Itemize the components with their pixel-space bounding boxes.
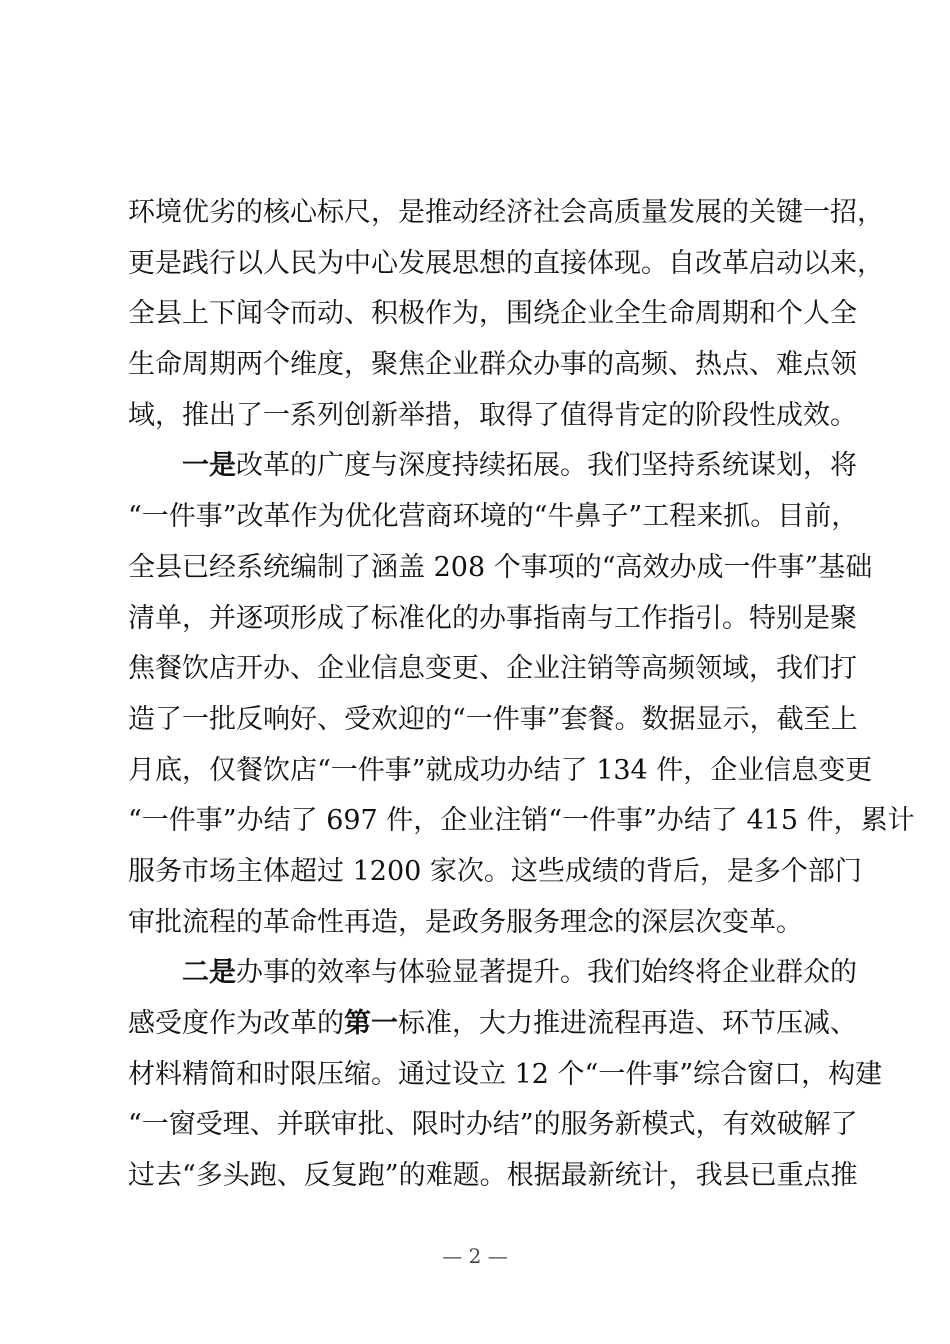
bold-lead: 二是 [182, 957, 236, 989]
text-line: “一件事”改革作为优化营商环境的“牛鼻子”工程来抓。目前， [128, 501, 859, 533]
text-line: 过去“多头跑、反复跑”的难题。根据最新统计，我县已重点推 [128, 1160, 858, 1192]
text-line: 审批流程的革命性再造，是政务服务理念的深层次变革。 [128, 906, 803, 938]
text-line: 月底，仅餐饮店“一件事”就成功办结了 134 件，企业信息变更 [128, 754, 873, 786]
text-line: 环境优劣的核心标尺，是推动经济社会高质量发展的关键一招， [128, 197, 884, 228]
text-line: 全县已经系统编制了涵盖 208 个事项的“高效办成一件事”基础 [128, 551, 873, 583]
text-line: “一件事”办结了 697 件，企业注销“一件事”办结了 415 件，累计 [128, 805, 915, 837]
text-line: 生命周期两个维度，聚焦企业群众办事的高频、热点、难点领 [128, 349, 857, 381]
text-segment: 标准，大力推进流程再造、环节压减、 [398, 1008, 857, 1039]
text-line: 全县上下闻令而动、积极作为，围绕企业全生命周期和个人全 [128, 298, 857, 330]
page-number: — 2 — [442, 1244, 508, 1268]
text-line: 造了一批反响好、受欢迎的“一件事”套餐。数据显示，截至上 [128, 703, 858, 735]
paragraph-first-line [128, 948, 857, 999]
text-line: 清单，并逐项形成了标准化的办事指南与工作指引。特别是聚 [128, 602, 857, 634]
text-line: 更是践行以人民为中心发展思想的直接体现。自改革启动以来， [128, 247, 884, 279]
text-segment: 感受度作为改革的 [128, 1008, 344, 1039]
text-line [128, 999, 857, 1050]
lead-text: 改革的广度与深度持续拓展。我们坚持系统谋划，将 [236, 450, 857, 482]
text-line: “一窗受理、并联审批、限时办结”的服务新模式，有效破解了 [128, 1109, 858, 1141]
text-line: 材料精简和时限压缩。通过设立 12 个“一件事”综合窗口，构建 [128, 1058, 883, 1090]
body-text [128, 188, 915, 1202]
text-line: 服务市场主体超过 1200 家次。这些成绩的背后，是多个部门 [128, 855, 862, 887]
bold-emphasis: 第一 [344, 1008, 398, 1039]
paragraph-first-line [128, 441, 857, 492]
bold-lead: 一是 [182, 450, 236, 482]
text-line: 焦餐饮店开办、企业信息变更、企业注销等高频领域，我们打 [128, 653, 857, 685]
text-line: 域，推出了一系列创新举措，取得了值得肯定的阶段性成效。 [128, 399, 857, 431]
lead-text: 办事的效率与体验显著提升。我们始终将企业群众的 [236, 957, 857, 989]
